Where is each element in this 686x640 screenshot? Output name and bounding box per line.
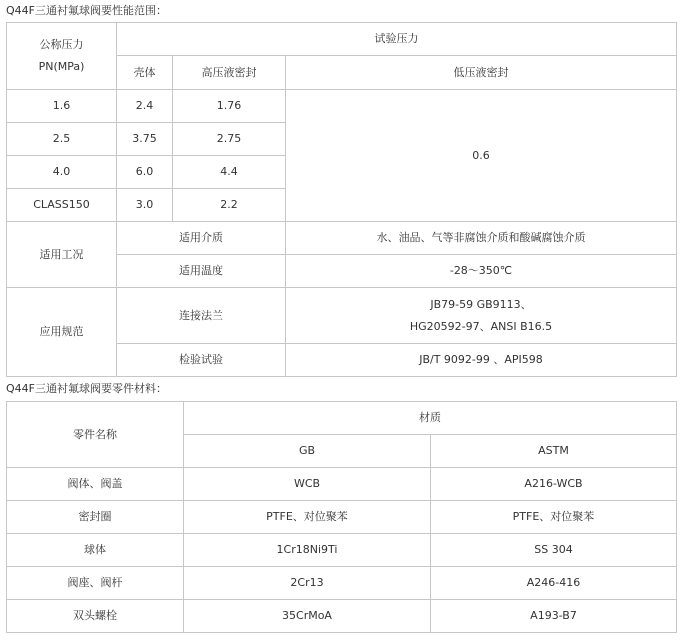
material-header: 材质 (184, 402, 677, 435)
gb-cell: 2Cr13 (184, 567, 431, 600)
nominal-pressure-header-line2: PN(MPa) (38, 60, 85, 73)
material-row (7, 534, 677, 567)
medium-value: 水、油品、气等非腐蚀介质和酸碱腐蚀介质 (286, 222, 677, 255)
nominal-pressure-header (7, 23, 117, 90)
gb-header: GB (184, 435, 431, 468)
material-row (7, 600, 677, 633)
high-seal-cell: 2.75 (173, 123, 286, 156)
test-pressure-header: 试验压力 (117, 23, 677, 56)
inspection-label: 检验试验 (117, 344, 286, 377)
part-cell: 阀体、阀盖 (7, 468, 184, 501)
pn-cell: 2.5 (7, 123, 117, 156)
part-cell: 阀座、阀杆 (7, 567, 184, 600)
shell-cell: 3.0 (117, 189, 173, 222)
inspection-value: JB/T 9092-99 、API598 (286, 344, 677, 377)
high-pressure-seal-header: 高压液密封 (173, 56, 286, 90)
high-seal-cell: 4.4 (173, 156, 286, 189)
flange-value (286, 288, 677, 344)
astm-header: ASTM (431, 435, 677, 468)
pressure-row (7, 90, 677, 123)
shell-header: 壳体 (117, 56, 173, 90)
shell-cell: 3.75 (117, 123, 173, 156)
part-name-header: 零件名称 (7, 402, 184, 468)
flange-label: 连接法兰 (117, 288, 286, 344)
low-pressure-seal-header: 低压液密封 (286, 56, 677, 90)
pn-cell: 4.0 (7, 156, 117, 189)
nominal-pressure-header-line1: 公称压力 (39, 38, 84, 51)
astm-cell: A216-WCB (431, 468, 677, 501)
astm-cell: PTFE、对位聚苯 (431, 501, 677, 534)
flange-value-line2: HG20592-97、ANSI B16.5 (409, 319, 553, 333)
flange-value-line1: JB79-59 GB9113、 (430, 297, 532, 311)
high-seal-cell: 1.76 (173, 90, 286, 123)
material-row (7, 567, 677, 600)
gb-cell: 35CrMoA (184, 600, 431, 633)
part-cell: 双头螺栓 (7, 600, 184, 633)
astm-cell: SS 304 (431, 534, 677, 567)
material-row (7, 501, 677, 534)
medium-label: 适用介质 (117, 222, 286, 255)
part-cell: 密封圈 (7, 501, 184, 534)
material-row (7, 468, 677, 501)
pn-cell: CLASS150 (7, 189, 117, 222)
pn-cell: 1.6 (7, 90, 117, 123)
performance-table-caption: Q44F三通衬氟球阀要性能范围： (6, 4, 167, 17)
gb-cell: 1Cr18Ni9Ti (184, 534, 431, 567)
gb-cell: WCB (184, 468, 431, 501)
gb-cell: PTFE、对位聚苯 (184, 501, 431, 534)
operating-conditions-label: 适用工况 (7, 222, 117, 288)
materials-table (6, 401, 677, 633)
temperature-label: 适用温度 (117, 255, 286, 288)
performance-table (6, 22, 677, 377)
part-cell: 球体 (7, 534, 184, 567)
materials-table-caption: Q44F三通衬氟球阀要零件材料： (6, 382, 167, 395)
astm-cell: A246-416 (431, 567, 677, 600)
high-seal-cell: 2.2 (173, 189, 286, 222)
shell-cell: 2.4 (117, 90, 173, 123)
temperature-value: -28～350℃ (286, 255, 677, 288)
standards-label: 应用规范 (7, 288, 117, 377)
shell-cell: 6.0 (117, 156, 173, 189)
astm-cell: A193-B7 (431, 600, 677, 633)
low-seal-value: 0.6 (286, 90, 677, 222)
